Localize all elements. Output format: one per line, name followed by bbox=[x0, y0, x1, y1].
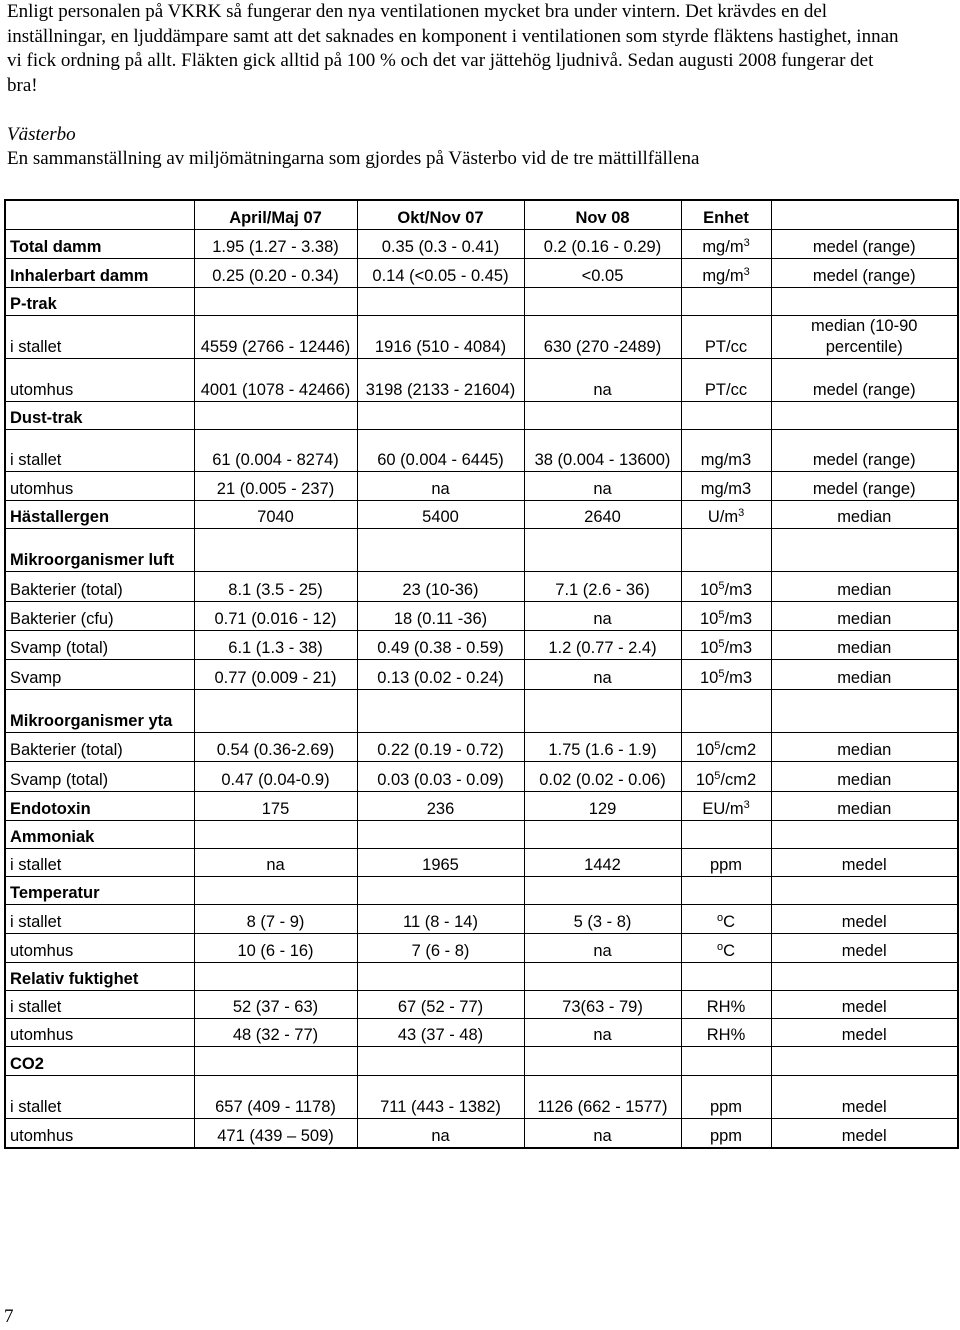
value-period-1: 61 (0.004 - 8274) bbox=[194, 429, 357, 471]
row-label: i stallet bbox=[5, 990, 194, 1018]
table-row bbox=[5, 500, 958, 528]
table-row bbox=[5, 933, 958, 962]
value-period-3: na bbox=[524, 659, 681, 689]
row-label: utomhus bbox=[5, 1018, 194, 1046]
value-period-2: 0.35 (0.3 - 0.41) bbox=[357, 229, 524, 258]
unit-base: PT/cc bbox=[704, 380, 748, 399]
table-row bbox=[5, 571, 958, 601]
unit-cell bbox=[681, 429, 771, 471]
value-period-3 bbox=[524, 528, 681, 571]
unit-cell bbox=[681, 229, 771, 258]
value-period-2 bbox=[357, 876, 524, 904]
value-period-2: 236 bbox=[357, 791, 524, 820]
unit-cell bbox=[681, 1075, 771, 1118]
unit-base: 10 bbox=[695, 770, 715, 789]
value-period-2: 1916 (510 - 4084) bbox=[357, 315, 524, 358]
value-period-2 bbox=[357, 401, 524, 429]
value-period-1: 471 (439 – 509) bbox=[194, 1118, 357, 1148]
value-period-1: 4001 (1078 - 42466) bbox=[194, 358, 357, 401]
value-period-2: 1965 bbox=[357, 848, 524, 876]
statistic-cell: medel bbox=[771, 904, 958, 933]
value-period-3: 630 (270 -2489) bbox=[524, 315, 681, 358]
value-period-1 bbox=[194, 876, 357, 904]
unit-superscript: 5 bbox=[718, 579, 725, 592]
value-period-2 bbox=[357, 528, 524, 571]
header-cell-period-2: Okt/Nov 07 bbox=[357, 200, 524, 229]
unit-base: mg/m bbox=[702, 237, 744, 256]
value-period-1: 21 (0.005 - 237) bbox=[194, 471, 357, 500]
value-period-2: 60 (0.004 - 6445) bbox=[357, 429, 524, 471]
unit-superscript: o bbox=[716, 940, 724, 953]
value-period-3: 7.1 (2.6 - 36) bbox=[524, 571, 681, 601]
value-period-2 bbox=[357, 689, 524, 732]
unit-suffix: /m3 bbox=[724, 668, 752, 687]
table-row bbox=[5, 258, 958, 287]
row-label: Endotoxin bbox=[5, 791, 194, 820]
value-period-1: 6.1 (1.3 - 38) bbox=[194, 630, 357, 659]
row-label: i stallet bbox=[5, 315, 194, 358]
intro-paragraph: Enligt personalen på VKRK så fungerar den nya ventilationen mycket bra under vintern. Det krävdes en del inställningar, en ljuddämpare samt att det saknades en komponent i ventilationen som styrde fläktens hastighet, innan vi fick ordning på allt. Fläkten gick alltid på 100 % och det var jättehög ljudnivå. Sedan augusti 2008 fungerar det bra! bbox=[7, 1, 899, 96]
unit-cell bbox=[681, 659, 771, 689]
statistic-cell: median bbox=[771, 761, 958, 791]
table-row bbox=[5, 876, 958, 904]
value-period-2: 711 (443 - 1382) bbox=[357, 1075, 524, 1118]
table-row bbox=[5, 315, 958, 358]
unit-suffix: C bbox=[723, 941, 736, 960]
row-label: Mikroorganismer yta bbox=[5, 689, 194, 732]
table-row bbox=[5, 429, 958, 471]
value-period-3: <0.05 bbox=[524, 258, 681, 287]
unit-cell bbox=[681, 990, 771, 1018]
unit-base: PT/cc bbox=[704, 337, 748, 356]
table-row bbox=[5, 401, 958, 429]
row-label: i stallet bbox=[5, 429, 194, 471]
unit-suffix: C bbox=[723, 912, 736, 931]
unit-cell bbox=[681, 820, 771, 848]
value-period-3 bbox=[524, 962, 681, 990]
table-row bbox=[5, 358, 958, 401]
statistic-cell: medel bbox=[771, 990, 958, 1018]
table-row bbox=[5, 1018, 958, 1046]
table-body bbox=[5, 229, 958, 1148]
value-period-2: 0.13 (0.02 - 0.24) bbox=[357, 659, 524, 689]
value-period-1: 52 (37 - 63) bbox=[194, 990, 357, 1018]
header-cell-unit: Enhet bbox=[681, 200, 771, 229]
value-period-2: 18 (0.11 -36) bbox=[357, 601, 524, 630]
table-row bbox=[5, 732, 958, 761]
unit-cell bbox=[681, 528, 771, 571]
value-period-1 bbox=[194, 962, 357, 990]
value-period-2 bbox=[357, 962, 524, 990]
unit-base: mg/m3 bbox=[700, 479, 752, 498]
statistic-cell: medel bbox=[771, 1075, 958, 1118]
unit-base: mg/m bbox=[702, 266, 744, 285]
value-period-3: 129 bbox=[524, 791, 681, 820]
value-period-1: 0.25 (0.20 - 0.34) bbox=[194, 258, 357, 287]
header-cell-period-3: Nov 08 bbox=[524, 200, 681, 229]
unit-suffix: /m3 bbox=[724, 609, 752, 628]
value-period-3: 0.2 (0.16 - 0.29) bbox=[524, 229, 681, 258]
statistic-cell: median bbox=[771, 659, 958, 689]
statistic-cell: medel (range) bbox=[771, 229, 958, 258]
unit-cell bbox=[681, 500, 771, 528]
measurement-table bbox=[4, 199, 959, 1149]
value-period-3: na bbox=[524, 471, 681, 500]
table-row bbox=[5, 528, 958, 571]
unit-superscript: 5 bbox=[718, 667, 725, 680]
row-label: utomhus bbox=[5, 1118, 194, 1148]
statistic-cell bbox=[771, 820, 958, 848]
unit-base: RH% bbox=[706, 997, 746, 1016]
value-period-1: 10 (6 - 16) bbox=[194, 933, 357, 962]
unit-superscript: 5 bbox=[718, 637, 725, 650]
unit-cell bbox=[681, 358, 771, 401]
table-row bbox=[5, 1075, 958, 1118]
value-period-3 bbox=[524, 401, 681, 429]
table-row bbox=[5, 1118, 958, 1148]
unit-superscript: 5 bbox=[714, 739, 721, 752]
value-period-1: 0.77 (0.009 - 21) bbox=[194, 659, 357, 689]
statistic-cell bbox=[771, 689, 958, 732]
table-row bbox=[5, 990, 958, 1018]
unit-cell bbox=[681, 848, 771, 876]
value-period-3 bbox=[524, 1046, 681, 1075]
row-label: Svamp bbox=[5, 659, 194, 689]
unit-cell bbox=[681, 732, 771, 761]
table-row bbox=[5, 848, 958, 876]
value-period-1: 1.95 (1.27 - 3.38) bbox=[194, 229, 357, 258]
value-period-3 bbox=[524, 820, 681, 848]
unit-base: 10 bbox=[700, 580, 719, 599]
table-row bbox=[5, 229, 958, 258]
unit-superscript: 5 bbox=[714, 769, 721, 782]
value-period-3: 2640 bbox=[524, 500, 681, 528]
row-label: Dust-trak bbox=[5, 401, 194, 429]
table-row bbox=[5, 659, 958, 689]
row-label: Bakterier (total) bbox=[5, 571, 194, 601]
unit-cell bbox=[681, 1018, 771, 1046]
statistic-cell bbox=[771, 1046, 958, 1075]
unit-cell bbox=[681, 571, 771, 601]
row-label: Svamp (total) bbox=[5, 630, 194, 659]
page-number: 7 bbox=[4, 1306, 14, 1327]
table-row bbox=[5, 791, 958, 820]
unit-superscript: 3 bbox=[743, 265, 750, 278]
row-label: Inhalerbart damm bbox=[5, 258, 194, 287]
unit-cell bbox=[681, 1118, 771, 1148]
row-label: i stallet bbox=[5, 904, 194, 933]
unit-cell bbox=[681, 761, 771, 791]
row-label: CO2 bbox=[5, 1046, 194, 1075]
unit-cell bbox=[681, 601, 771, 630]
value-period-2: 43 (37 - 48) bbox=[357, 1018, 524, 1046]
unit-cell bbox=[681, 933, 771, 962]
table-row bbox=[5, 601, 958, 630]
unit-cell bbox=[681, 791, 771, 820]
unit-superscript: 3 bbox=[743, 798, 750, 811]
statistic-cell bbox=[771, 876, 958, 904]
value-period-3: 0.02 (0.02 - 0.06) bbox=[524, 761, 681, 791]
unit-cell bbox=[681, 876, 771, 904]
statistic-cell: median bbox=[771, 500, 958, 528]
value-period-1: 4559 (2766 - 12446) bbox=[194, 315, 357, 358]
value-period-2: 0.49 (0.38 - 0.59) bbox=[357, 630, 524, 659]
section-description: En sammanställning av miljömätningarna som gjordes på Västerbo vid de tre mättillfällena bbox=[7, 148, 700, 169]
header-cell-label bbox=[5, 200, 194, 229]
value-period-2: na bbox=[357, 1118, 524, 1148]
statistic-cell: median bbox=[771, 601, 958, 630]
value-period-1: 7040 bbox=[194, 500, 357, 528]
statistic-cell: median bbox=[771, 630, 958, 659]
row-label: Total damm bbox=[5, 229, 194, 258]
row-label: Relativ fuktighet bbox=[5, 962, 194, 990]
row-label: i stallet bbox=[5, 1075, 194, 1118]
row-label: utomhus bbox=[5, 933, 194, 962]
value-period-1: 175 bbox=[194, 791, 357, 820]
unit-superscript: 3 bbox=[743, 236, 750, 249]
value-period-3: 38 (0.004 - 13600) bbox=[524, 429, 681, 471]
unit-base: ppm bbox=[709, 1097, 743, 1116]
value-period-2 bbox=[357, 1046, 524, 1075]
unit-base: U/m bbox=[707, 507, 739, 526]
unit-cell bbox=[681, 1046, 771, 1075]
row-label: utomhus bbox=[5, 471, 194, 500]
value-period-3: na bbox=[524, 1118, 681, 1148]
row-label: Ammoniak bbox=[5, 820, 194, 848]
unit-cell bbox=[681, 315, 771, 358]
value-period-1: 8 (7 - 9) bbox=[194, 904, 357, 933]
statistic-cell: medel (range) bbox=[771, 358, 958, 401]
unit-base: 10 bbox=[700, 609, 719, 628]
value-period-1: 48 (32 - 77) bbox=[194, 1018, 357, 1046]
value-period-3: 1126 (662 - 1577) bbox=[524, 1075, 681, 1118]
row-label: Mikroorganismer luft bbox=[5, 528, 194, 571]
unit-suffix: /m3 bbox=[724, 638, 752, 657]
unit-base: ppm bbox=[709, 1127, 743, 1145]
unit-base: EU/m bbox=[702, 799, 744, 818]
value-period-1 bbox=[194, 528, 357, 571]
statistic-cell: medel (range) bbox=[771, 258, 958, 287]
unit-superscript: 3 bbox=[738, 506, 745, 519]
unit-cell bbox=[681, 401, 771, 429]
value-period-3: na bbox=[524, 1018, 681, 1046]
statistic-cell: medel bbox=[771, 933, 958, 962]
row-label: Bakterier (cfu) bbox=[5, 601, 194, 630]
statistic-cell bbox=[771, 962, 958, 990]
value-period-2: 0.22 (0.19 - 0.72) bbox=[357, 732, 524, 761]
value-period-1: 8.1 (3.5 - 25) bbox=[194, 571, 357, 601]
table-row bbox=[5, 630, 958, 659]
table-row bbox=[5, 1046, 958, 1075]
value-period-1 bbox=[194, 401, 357, 429]
unit-base: 10 bbox=[700, 668, 719, 687]
value-period-2 bbox=[357, 287, 524, 315]
statistic-cell: medel bbox=[771, 848, 958, 876]
value-period-3 bbox=[524, 287, 681, 315]
row-label: Svamp (total) bbox=[5, 761, 194, 791]
row-label: utomhus bbox=[5, 358, 194, 401]
unit-superscript: 5 bbox=[718, 608, 725, 621]
statistic-cell bbox=[771, 401, 958, 429]
value-period-1: 0.47 (0.04-0.9) bbox=[194, 761, 357, 791]
unit-cell bbox=[681, 630, 771, 659]
unit-cell bbox=[681, 287, 771, 315]
unit-base: ppm bbox=[709, 855, 743, 874]
value-period-1 bbox=[194, 1046, 357, 1075]
unit-cell bbox=[681, 471, 771, 500]
statistic-cell: medel (range) bbox=[771, 471, 958, 500]
row-label: P-trak bbox=[5, 287, 194, 315]
unit-cell bbox=[681, 904, 771, 933]
value-period-2: 3198 (2133 - 21604) bbox=[357, 358, 524, 401]
value-period-2: 23 (10-36) bbox=[357, 571, 524, 601]
unit-suffix: /cm2 bbox=[720, 770, 757, 789]
value-period-3 bbox=[524, 876, 681, 904]
statistic-cell bbox=[771, 287, 958, 315]
value-period-2: 67 (52 - 77) bbox=[357, 990, 524, 1018]
table-row bbox=[5, 904, 958, 933]
statistic-cell: medel (range) bbox=[771, 429, 958, 471]
statistic-cell: median (10-90 percentile) bbox=[771, 315, 958, 358]
unit-base: RH% bbox=[706, 1025, 746, 1044]
table-row bbox=[5, 689, 958, 732]
row-label: Bakterier (total) bbox=[5, 732, 194, 761]
statistic-cell: median bbox=[771, 571, 958, 601]
value-period-1 bbox=[194, 287, 357, 315]
value-period-2: na bbox=[357, 471, 524, 500]
row-label: Temperatur bbox=[5, 876, 194, 904]
unit-base: 10 bbox=[695, 740, 715, 759]
value-period-3: na bbox=[524, 358, 681, 401]
statistic-cell bbox=[771, 528, 958, 571]
unit-cell bbox=[681, 689, 771, 732]
value-period-1 bbox=[194, 689, 357, 732]
unit-cell bbox=[681, 962, 771, 990]
statistic-cell: median bbox=[771, 732, 958, 761]
header-cell-stat bbox=[771, 200, 958, 229]
value-period-3: 1.2 (0.77 - 2.4) bbox=[524, 630, 681, 659]
value-period-3: 73(63 - 79) bbox=[524, 990, 681, 1018]
value-period-2: 0.14 (<0.05 - 0.45) bbox=[357, 258, 524, 287]
statistic-cell: medel bbox=[771, 1018, 958, 1046]
value-period-3: 5 (3 - 8) bbox=[524, 904, 681, 933]
value-period-2: 5400 bbox=[357, 500, 524, 528]
value-period-1: 657 (409 - 1178) bbox=[194, 1075, 357, 1118]
value-period-1: 0.54 (0.36-2.69) bbox=[194, 732, 357, 761]
row-label: Hästallergen bbox=[5, 500, 194, 528]
value-period-2: 11 (8 - 14) bbox=[357, 904, 524, 933]
value-period-3: 1.75 (1.6 - 1.9) bbox=[524, 732, 681, 761]
table-row bbox=[5, 471, 958, 500]
statistic-cell: medel bbox=[771, 1118, 958, 1148]
value-period-1: na bbox=[194, 848, 357, 876]
table-row bbox=[5, 820, 958, 848]
value-period-1: 0.71 (0.016 - 12) bbox=[194, 601, 357, 630]
value-period-2: 7 (6 - 8) bbox=[357, 933, 524, 962]
value-period-3: 1442 bbox=[524, 848, 681, 876]
unit-superscript: o bbox=[716, 911, 724, 924]
row-label: i stallet bbox=[5, 848, 194, 876]
value-period-1 bbox=[194, 820, 357, 848]
statistic-cell: median bbox=[771, 791, 958, 820]
header-cell-period-1: April/Maj 07 bbox=[194, 200, 357, 229]
unit-base: mg/m3 bbox=[700, 450, 752, 469]
table-row bbox=[5, 287, 958, 315]
unit-suffix: /cm2 bbox=[720, 740, 757, 759]
value-period-2: 0.03 (0.03 - 0.09) bbox=[357, 761, 524, 791]
table-row bbox=[5, 962, 958, 990]
value-period-3: na bbox=[524, 933, 681, 962]
unit-cell bbox=[681, 258, 771, 287]
value-period-3 bbox=[524, 689, 681, 732]
section-title: Västerbo bbox=[7, 124, 76, 145]
table-row bbox=[5, 761, 958, 791]
unit-base: 10 bbox=[700, 638, 719, 657]
value-period-3: na bbox=[524, 601, 681, 630]
unit-suffix: /m3 bbox=[724, 580, 752, 599]
value-period-2 bbox=[357, 820, 524, 848]
